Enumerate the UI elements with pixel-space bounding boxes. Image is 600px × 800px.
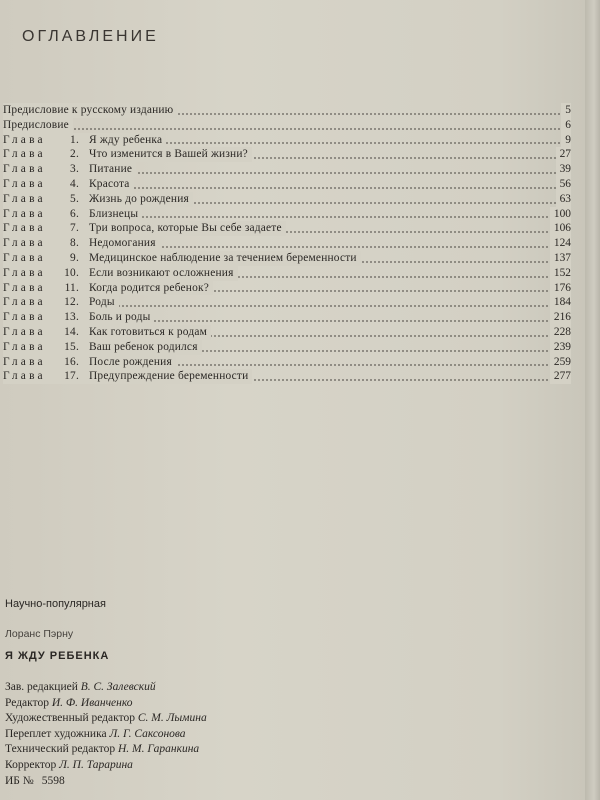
chapter-number: 15. [64,340,79,353]
toc-chapter-row [3,251,571,266]
toc-chapter-row [3,310,571,325]
ib-label: ИБ № [5,775,34,787]
chapter-page: 277 [550,369,571,384]
chapter-number: 3. [70,163,79,176]
chapter-title: Предупреждение беременности [89,370,249,383]
chapter-label [3,236,160,251]
chapter-page: 106 [550,221,571,236]
toc-chapter-row [3,221,571,236]
chapter-title: Медицинское наблюдение за течением беременности [89,251,357,264]
credit-role: Редактор [5,696,49,709]
credit-name: И. Ф. Иванченко [51,696,133,709]
chapter-word: Глава [3,266,46,279]
toc-chapter-row [3,236,571,251]
chapter-label [3,310,154,325]
chapter-title: Красота [89,177,130,190]
chapter-word: Глава [3,281,46,294]
toc-entry-page: 5 [561,103,571,118]
chapter-title: Если возникают осложнения [89,266,234,279]
credit-role: Художественный редактор [5,712,135,724]
chapter-number: 16. [64,355,79,368]
credit-role: Зав. редакцией [5,681,78,693]
chapter-title: Жизнь до рождения [89,192,189,205]
chapter-title: Ваш ребенок родился [89,340,198,353]
chapter-word: Глава [3,222,46,235]
chapter-word: Глава [3,311,46,324]
toc-chapter-row [3,340,571,355]
toc-chapter-row [3,162,571,177]
credit-line [5,680,207,696]
credit-name: В. С. Залевский [80,681,156,693]
chapter-number: 6. [70,207,79,220]
chapter-title: Как готовиться к родам [89,325,208,338]
chapter-page: 152 [550,266,571,281]
chapter-label [3,369,252,384]
chapter-word: Глава [3,325,46,338]
chapter-title: Три вопроса, которые Вы себе задаете [89,222,282,235]
chapter-title: Боль и роды [89,311,151,324]
chapter-title: Я жду ребенка [89,133,163,146]
chapter-label [3,177,134,192]
chapter-title: Близнецы [89,207,139,220]
chapter-number: 12. [64,296,79,309]
toc-chapter-row [3,147,571,162]
credit-line [5,696,207,712]
toc-heading: ОГЛАВЛЕНИЕ [22,28,159,45]
chapter-number: 11. [64,281,79,294]
credit-line [5,711,207,727]
dot-leader [3,128,571,130]
chapter-number: 2. [70,148,79,161]
book-title: Я ЖДУ РЕБЕНКА [5,650,110,662]
chapter-word: Глава [3,370,46,383]
chapter-page: 27 [556,147,571,162]
credit-line [5,727,207,743]
credits-block [5,680,207,773]
chapter-word: Глава [3,177,46,190]
chapter-number: 9. [70,251,79,264]
credit-role: Технический редактор [5,743,116,755]
chapter-page: 259 [550,355,571,370]
credit-name: Н. М. Гаранкина [118,743,200,755]
chapter-page: 137 [550,251,571,266]
chapter-page: 124 [550,236,571,251]
chapter-title: Питание [89,163,133,176]
chapter-label [3,251,361,266]
credit-name: С. М. Лымина [137,712,207,724]
chapter-word: Глава [3,192,46,205]
toc-chapter-row [3,266,571,281]
chapter-title: Роды [89,296,115,309]
chapter-number: 5. [70,192,79,205]
chapter-word: Глава [3,133,46,146]
chapter-label [3,221,286,236]
chapter-title: После рождения [89,355,172,368]
chapter-page: 63 [556,192,571,207]
table-of-contents [3,103,571,384]
chapter-label [3,207,142,222]
chapter-word: Глава [3,251,46,264]
chapter-label [3,355,176,370]
chapter-number: 8. [70,237,79,250]
ib-line [5,775,65,787]
chapter-number: 4. [70,177,79,190]
credit-role: Корректор [5,758,57,771]
chapter-page: 9 [561,133,571,148]
toc-chapter-row [3,192,571,207]
credit-name: Л. П. Тарарина [59,758,133,771]
toc-entry [3,118,571,133]
chapter-title: Когда родится ребенок? [89,281,209,294]
chapter-word: Глава [3,148,46,161]
chapter-label [3,162,136,177]
page-edge [585,0,600,800]
toc-entry [3,103,571,118]
chapter-word: Глава [3,237,46,250]
chapter-label [3,340,202,355]
chapter-page: 228 [550,325,571,340]
chapter-page: 100 [550,207,571,222]
chapter-number: 14. [64,325,79,338]
chapter-title: Недомогания [89,237,156,250]
toc-entry-page: 6 [561,118,571,133]
chapter-label [3,133,166,148]
credit-name: Л. Г. Саксонова [109,727,186,740]
chapter-number: 1. [70,133,79,146]
toc-entry-label: Предисловие [3,118,73,133]
toc-chapter-row [3,325,571,340]
credit-line [5,758,207,774]
toc-chapter-row [3,207,571,222]
chapter-label [3,147,252,162]
chapter-word: Глава [3,355,46,368]
chapter-label [3,281,213,296]
toc-chapter-row [3,369,571,384]
toc-chapter-row [3,133,571,148]
credit-role: Переплет художника [5,727,107,740]
chapter-number: 17. [64,370,79,383]
ib-number: 5598 [41,775,65,787]
chapter-page: 184 [550,295,571,310]
chapter-page: 176 [550,281,571,296]
toc-chapter-row [3,355,571,370]
chapter-word: Глава [3,340,46,353]
chapter-word: Глава [3,207,46,220]
chapter-page: 56 [556,177,571,192]
chapter-number: 10. [64,266,79,279]
chapter-page: 216 [550,310,571,325]
toc-chapter-row [3,281,571,296]
chapter-word: Глава [3,296,46,309]
chapter-label [3,192,193,207]
chapter-page: 39 [556,162,571,177]
toc-entry-label: Предисловие к русскому изданию [3,103,177,118]
credit-line [5,742,207,758]
chapter-page: 239 [550,340,571,355]
toc-chapter-row [3,177,571,192]
chapter-word: Глава [3,163,46,176]
chapter-title: Что изменится в Вашей жизни? [89,148,248,161]
chapter-number: 13. [64,311,79,324]
chapter-label [3,295,119,310]
chapter-number: 7. [70,222,79,235]
genre-label: Научно-популярная [5,598,106,610]
chapter-label [3,266,238,281]
author-name: Лоранс Пэрну [5,628,74,640]
toc-chapter-row [3,295,571,310]
chapter-label [3,325,211,340]
